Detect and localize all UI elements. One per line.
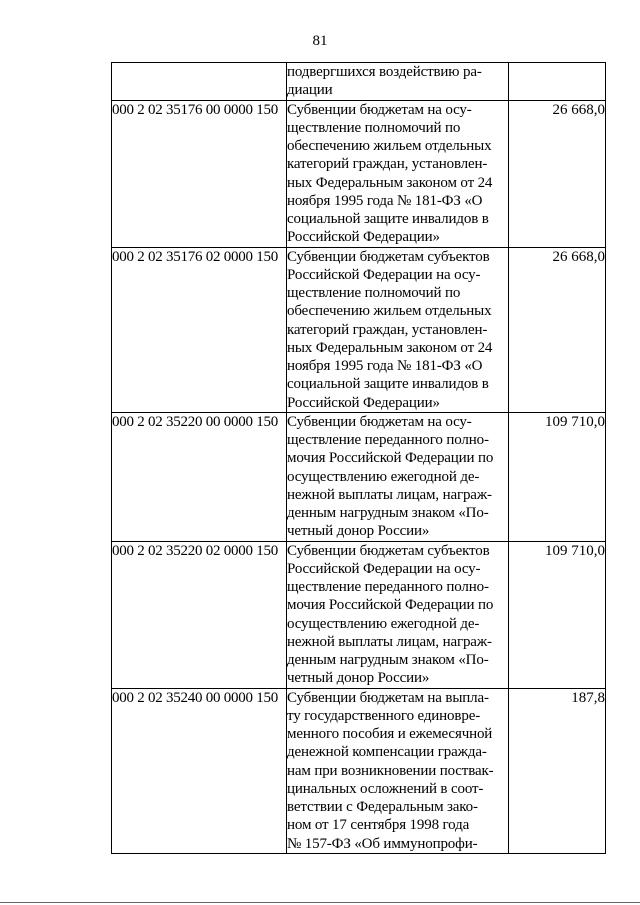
description-cell (287, 541, 509, 688)
description-line: ществление полномочий по (287, 285, 461, 301)
description-line: Субвенции бюджетам на осу- (287, 101, 472, 118)
description-line: цинальных осложнений в соот- (287, 780, 484, 797)
description-line: категорий граждан, установлен- (287, 321, 488, 338)
description-line: ноября 1995 года № 181-ФЗ «О (287, 358, 483, 374)
description-line: ных Федеральным законом от 24 (287, 174, 493, 191)
description-line: ту государственного единовре- (287, 707, 481, 724)
description-line: Субвенции бюджетам на выпла- (287, 689, 489, 706)
description-line: ноября 1995 года № 181-ФЗ «О (287, 192, 483, 209)
table-body (112, 63, 606, 854)
description-line: обеспечению жильем отдельных (287, 303, 492, 320)
description-line: четный донор России» (287, 670, 430, 687)
table-row (112, 688, 606, 853)
table-row (112, 63, 606, 101)
description-line: Субвенции бюджетам на осу- (287, 413, 472, 430)
description-line: категорий граждан, установлен- (287, 156, 488, 173)
description-line: Российской Федерации» (287, 229, 440, 246)
budget-code-cell (112, 63, 287, 101)
description-line: осуществлению ежегодной де- (287, 468, 480, 485)
description-line: мочия Российской Федерации по (287, 597, 494, 614)
description-line: диации (287, 82, 333, 99)
page-bottom-rule (0, 902, 640, 903)
description-line: социальной защите инвалидов в (287, 376, 489, 393)
description-line: социальной защите инвалидов в (287, 211, 489, 227)
description-line: ных Федеральным законом от 24 (287, 339, 493, 356)
budget-code-cell: 000 2 02 35220 00 0000 150 (112, 412, 287, 541)
amount-cell: 109 710,0 (509, 541, 606, 688)
budget-code-cell: 000 2 02 35176 02 0000 150 (112, 247, 287, 412)
description-line: менного пособия и ежемесячной (287, 726, 493, 742)
amount-cell: 26 668,0 (509, 100, 606, 247)
description-line: денным нагрудным знаком «По- (287, 505, 489, 521)
description-cell (287, 100, 509, 247)
description-line: нам при возникновении поствак- (287, 762, 494, 779)
description-line: денежной компенсации гражда- (287, 744, 487, 761)
description-line: ном от 17 сентября 1998 года (287, 817, 470, 834)
amount-cell: 26 668,0 (509, 247, 606, 412)
description-line: ветствии с Федеральным зако- (287, 799, 478, 815)
description-cell (287, 63, 509, 101)
description-line: нежной выплаты лицам, награж- (287, 486, 492, 503)
description-line: обеспечению жильем отдельных (287, 138, 492, 154)
description-line: Российской Федерации» (287, 394, 440, 411)
budget-code-cell: 000 2 02 35240 00 0000 150 (112, 688, 287, 853)
description-line: Российской Федерации на осу- (287, 560, 481, 577)
table-row (112, 247, 606, 412)
description-line: денным нагрудным знаком «По- (287, 652, 489, 668)
budget-code-cell: 000 2 02 35220 02 0000 150 (112, 541, 287, 688)
description-line: Российской Федерации на осу- (287, 266, 481, 283)
description-line: № 157-ФЗ «Об иммунопрофи- (287, 835, 478, 852)
budget-table (111, 62, 606, 854)
description-line: Субвенции бюджетам субъектов (287, 248, 490, 265)
table-row (112, 412, 606, 541)
amount-cell (509, 63, 606, 101)
description-line: ществление переданного полно- (287, 432, 489, 448)
description-line: мочия Российской Федерации по (287, 450, 494, 467)
description-line: осуществлению ежегодной де- (287, 615, 480, 632)
description-cell (287, 247, 509, 412)
amount-cell: 109 710,0 (509, 412, 606, 541)
description-cell (287, 412, 509, 541)
description-line: Субвенции бюджетам субъектов (287, 542, 490, 559)
description-line: ществление переданного полно- (287, 579, 489, 595)
amount-cell: 187,8 (509, 688, 606, 853)
table-row (112, 100, 606, 247)
page-number: 81 (312, 33, 328, 49)
description-line: подвергшихся воздействию ра- (287, 64, 482, 80)
description-cell (287, 688, 509, 853)
description-line: ществление полномочий по (287, 119, 461, 136)
description-line: нежной выплаты лицам, награж- (287, 633, 492, 650)
description-line: четный донор России» (287, 523, 430, 540)
table-row (112, 541, 606, 688)
budget-code-cell: 000 2 02 35176 00 0000 150 (112, 100, 287, 247)
